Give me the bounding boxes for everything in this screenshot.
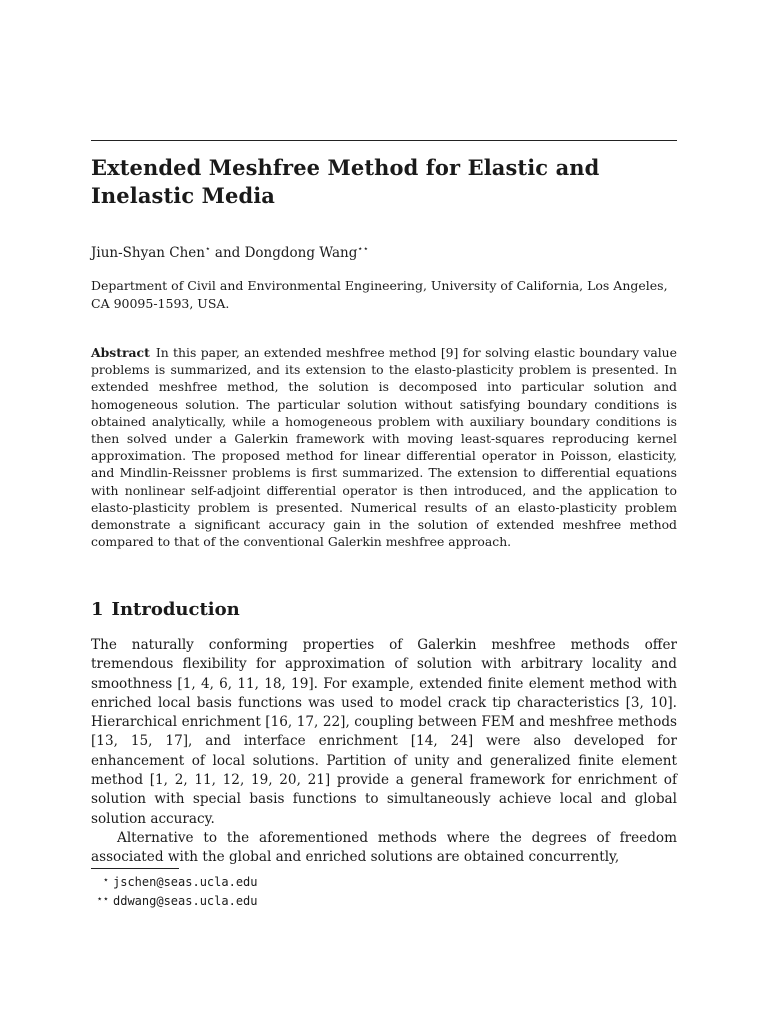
abstract-text: In this paper, an extended meshfree method [9] for solving elastic boundary value problems is summarized, and its extension to the elasto-plasticity problem is presented. In extended meshfree method, the solution is decomposed into particular solution and homogeneous solution. The particular solution without satisfying boundary conditions is obtained analytically, while a homogeneous problem with auxiliary boundary conditions is then solved under a Galerkin framework with moving least-squares reproducing kernel approximation. The proposed method for linear differential operator in Poisson, elasticity, and Mindlin-Reissner problems is first summarized. The extension to differential equations with nonlinear self-adjoint differential operator is then introduced, and the application to elasto-plasticity problem is presented. Numerical results of an elasto-plasticity problem demonstrate a significant accuracy gain in the solution of extended meshfree method compared to that of the conventional Galerkin meshfree approach. [91, 345, 677, 550]
paper-page [91, 0, 677, 1024]
section-number: 1 [91, 599, 104, 620]
footnote-email[interactable]: ddwang@seas.ucla.edu [113, 894, 258, 908]
footnote-mark: ⋆⋆ [96, 894, 109, 905]
affiliation: Department of Civil and Environmental Engineering, University of California, Los Angeles, CA 90095-1593, USA. [91, 278, 668, 311]
author-footnote-mark: ⋆⋆ [357, 244, 369, 255]
abstract [91, 344, 677, 550]
author-footnote-mark: ⋆ [205, 244, 211, 255]
section-body [91, 636, 677, 868]
header-rule [91, 140, 677, 141]
author-name: Jiun-Shyan Chen [91, 245, 205, 261]
body-paragraph: The naturally conforming properties of Galerkin meshfree methods offer tremendous flexibility for approximation of solution with arbitrary locality and smoothness [1, 4, 6, 11, 18, 19]. For example, extended finite element method with enriched local basis functions was used to model crack tip characteristics [3, 10]. Hierarchical enrichment [16, 17, 22], coupling between FEM and meshfree methods [13, 15, 17], and interface enrichment [14, 24] were also developed for enhancement of local solutions. Partition of unity and generalized finite element method [1, 2, 11, 12, 19, 20, 21] provide a general framework for enrichment of solution with special basis functions to simultaneously achieve local and global solution accuracy. [91, 637, 677, 827]
footnote-email[interactable]: jschen@seas.ucla.edu [113, 875, 258, 889]
paper-title [91, 154, 677, 210]
footnote-mark: ⋆ [102, 875, 109, 886]
title-line-1: Extended Meshfree Method for Elastic and [91, 155, 600, 180]
section-title: Introduction [111, 599, 240, 620]
body-paragraph: Alternative to the aforementioned methods where the degrees of freedom associated with the global and enriched solutions are obtained concurrently, [91, 829, 677, 866]
author-name: Dongdong Wang [244, 245, 358, 261]
author-list [91, 244, 677, 262]
abstract-label: Abstract [91, 345, 150, 360]
footnote [91, 891, 677, 910]
title-line-2: Inelastic Media [91, 183, 276, 208]
footnote [91, 872, 677, 891]
footnote-list [91, 872, 677, 910]
author-conjunction: and [210, 245, 245, 261]
section-heading [91, 598, 677, 622]
footnote-rule [91, 868, 179, 869]
